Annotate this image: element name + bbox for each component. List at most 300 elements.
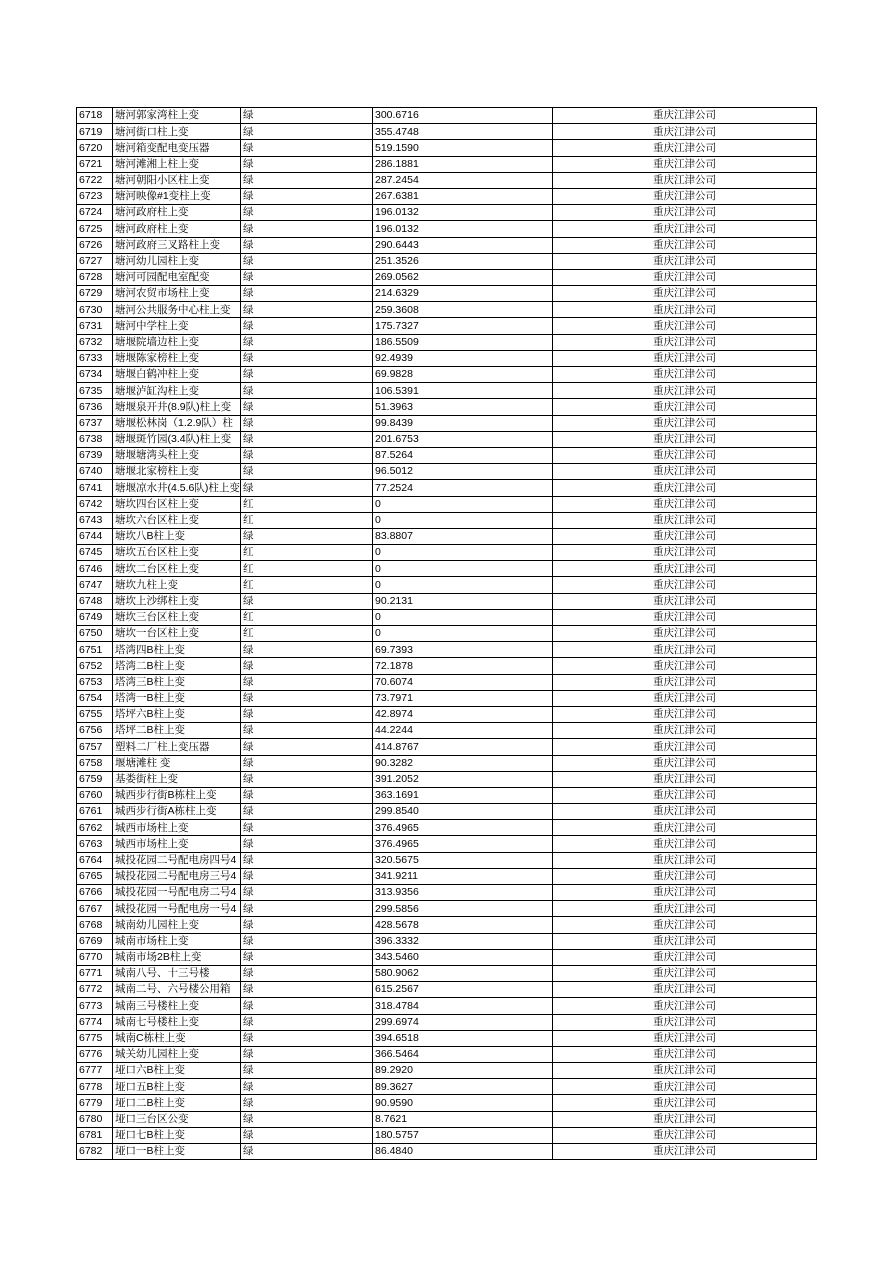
cell-status: 绿 [241, 464, 373, 480]
cell-status: 绿 [241, 1030, 373, 1046]
cell-status: 绿 [241, 237, 373, 253]
cell-status: 绿 [241, 124, 373, 140]
cell-id: 6776 [77, 1046, 113, 1062]
cell-name: 垭口六B柱上变 [113, 1063, 241, 1079]
table-row [77, 1079, 817, 1095]
cell-value: 196.0132 [373, 205, 553, 221]
cell-name: 城南市场2B柱上变 [113, 949, 241, 965]
cell-value: 286.1881 [373, 156, 553, 172]
cell-id: 6747 [77, 577, 113, 593]
cell-name: 城西步行街A栋柱上变 [113, 804, 241, 820]
cell-company: 重庆江津公司 [553, 188, 817, 204]
cell-company: 重庆江津公司 [553, 269, 817, 285]
cell-value: 343.5460 [373, 949, 553, 965]
table-row [77, 755, 817, 771]
cell-company: 重庆江津公司 [553, 1127, 817, 1143]
cell-id: 6726 [77, 237, 113, 253]
table-row [77, 334, 817, 350]
cell-value: 341.9211 [373, 868, 553, 884]
table-row [77, 771, 817, 787]
table-row [77, 108, 817, 124]
cell-name: 塘河政府柱上变 [113, 205, 241, 221]
cell-status: 绿 [241, 723, 373, 739]
table-row [77, 836, 817, 852]
cell-value: 69.7393 [373, 642, 553, 658]
cell-value: 300.6716 [373, 108, 553, 124]
cell-value: 87.5264 [373, 447, 553, 463]
cell-value: 519.1590 [373, 140, 553, 156]
cell-name: 塘坎八B柱上变 [113, 528, 241, 544]
cell-value: 201.6753 [373, 431, 553, 447]
cell-company: 重庆江津公司 [553, 221, 817, 237]
cell-name: 塔坪二B柱上变 [113, 723, 241, 739]
table-row [77, 1095, 817, 1111]
cell-value: 299.6974 [373, 1014, 553, 1030]
cell-value: 287.2454 [373, 172, 553, 188]
cell-value: 259.3608 [373, 302, 553, 318]
cell-id: 6756 [77, 723, 113, 739]
cell-value: 269.0562 [373, 269, 553, 285]
cell-value: 44.2244 [373, 723, 553, 739]
cell-status: 绿 [241, 998, 373, 1014]
cell-value: 72.1878 [373, 658, 553, 674]
cell-status: 绿 [241, 156, 373, 172]
cell-company: 重庆江津公司 [553, 885, 817, 901]
cell-id: 6778 [77, 1079, 113, 1095]
cell-name: 垭口三台区公变 [113, 1111, 241, 1127]
table-row [77, 739, 817, 755]
cell-name: 塘堰塘湾头柱上变 [113, 447, 241, 463]
cell-company: 重庆江津公司 [553, 1046, 817, 1062]
cell-name: 塘堰斑竹园(3.4队)柱上变 [113, 431, 241, 447]
cell-id: 6730 [77, 302, 113, 318]
cell-id: 6755 [77, 706, 113, 722]
cell-name: 垭口二B柱上变 [113, 1095, 241, 1111]
table-row [77, 804, 817, 820]
cell-company: 重庆江津公司 [553, 1014, 817, 1030]
cell-id: 6781 [77, 1127, 113, 1143]
cell-company: 重庆江津公司 [553, 350, 817, 366]
cell-company: 重庆江津公司 [553, 253, 817, 269]
cell-name: 城投花园一号配电房一号4 [113, 901, 241, 917]
cell-name: 垭口七B柱上变 [113, 1127, 241, 1143]
cell-status: 绿 [241, 690, 373, 706]
cell-value: 0 [373, 512, 553, 528]
table-row [77, 1144, 817, 1160]
cell-value: 0 [373, 626, 553, 642]
cell-value: 196.0132 [373, 221, 553, 237]
cell-name: 塘河街口柱上变 [113, 124, 241, 140]
cell-id: 6740 [77, 464, 113, 480]
cell-value: 318.4784 [373, 998, 553, 1014]
cell-value: 175.7327 [373, 318, 553, 334]
cell-value: 299.8540 [373, 804, 553, 820]
cell-value: 396.3332 [373, 933, 553, 949]
cell-value: 0 [373, 609, 553, 625]
cell-company: 重庆江津公司 [553, 965, 817, 981]
cell-name: 塘坎四台区柱上变 [113, 496, 241, 512]
cell-id: 6775 [77, 1030, 113, 1046]
cell-company: 重庆江津公司 [553, 1111, 817, 1127]
cell-company: 重庆江津公司 [553, 399, 817, 415]
cell-name: 塘堰凉水井(4.5.6队)柱上变 [113, 480, 241, 496]
cell-company: 重庆江津公司 [553, 901, 817, 917]
cell-company: 重庆江津公司 [553, 755, 817, 771]
cell-company: 重庆江津公司 [553, 949, 817, 965]
table-row [77, 609, 817, 625]
table-row [77, 367, 817, 383]
table-row [77, 949, 817, 965]
cell-value: 267.6381 [373, 188, 553, 204]
cell-id: 6772 [77, 982, 113, 998]
cell-id: 6761 [77, 804, 113, 820]
cell-company: 重庆江津公司 [553, 739, 817, 755]
cell-id: 6769 [77, 933, 113, 949]
cell-company: 重庆江津公司 [553, 690, 817, 706]
cell-company: 重庆江津公司 [553, 172, 817, 188]
cell-company: 重庆江津公司 [553, 545, 817, 561]
cell-company: 重庆江津公司 [553, 464, 817, 480]
cell-value: 391.2052 [373, 771, 553, 787]
cell-status: 绿 [241, 1063, 373, 1079]
cell-company: 重庆江津公司 [553, 561, 817, 577]
cell-status: 红 [241, 609, 373, 625]
cell-company: 重庆江津公司 [553, 528, 817, 544]
cell-value: 42.8974 [373, 706, 553, 722]
cell-name: 城西市场柱上变 [113, 836, 241, 852]
cell-id: 6738 [77, 431, 113, 447]
table-row [77, 172, 817, 188]
cell-name: 城西市场柱上变 [113, 820, 241, 836]
cell-id: 6733 [77, 350, 113, 366]
cell-company: 重庆江津公司 [553, 480, 817, 496]
cell-value: 0 [373, 577, 553, 593]
cell-status: 绿 [241, 674, 373, 690]
cell-company: 重庆江津公司 [553, 1030, 817, 1046]
cell-company: 重庆江津公司 [553, 367, 817, 383]
cell-status: 绿 [241, 140, 373, 156]
cell-status: 红 [241, 512, 373, 528]
cell-value: 8.7621 [373, 1111, 553, 1127]
cell-name: 塘坎二台区柱上变 [113, 561, 241, 577]
cell-status: 绿 [241, 917, 373, 933]
cell-id: 6766 [77, 885, 113, 901]
cell-id: 6744 [77, 528, 113, 544]
table-row [77, 188, 817, 204]
cell-id: 6731 [77, 318, 113, 334]
cell-company: 重庆江津公司 [553, 431, 817, 447]
cell-id: 6767 [77, 901, 113, 917]
cell-company: 重庆江津公司 [553, 140, 817, 156]
cell-value: 580.9062 [373, 965, 553, 981]
cell-name: 塘河中学柱上变 [113, 318, 241, 334]
cell-status: 绿 [241, 383, 373, 399]
cell-status: 绿 [241, 852, 373, 868]
cell-status: 绿 [241, 415, 373, 431]
cell-value: 355.4748 [373, 124, 553, 140]
cell-status: 绿 [241, 868, 373, 884]
cell-name: 堰塘滩柱 变 [113, 755, 241, 771]
cell-id: 6735 [77, 383, 113, 399]
cell-id: 6719 [77, 124, 113, 140]
table-row [77, 124, 817, 140]
cell-company: 重庆江津公司 [553, 1063, 817, 1079]
cell-status: 红 [241, 577, 373, 593]
cell-id: 6749 [77, 609, 113, 625]
cell-status: 绿 [241, 286, 373, 302]
cell-company: 重庆江津公司 [553, 205, 817, 221]
cell-id: 6753 [77, 674, 113, 690]
cell-id: 6739 [77, 447, 113, 463]
cell-id: 6764 [77, 852, 113, 868]
cell-id: 6751 [77, 642, 113, 658]
cell-value: 376.4965 [373, 836, 553, 852]
cell-status: 绿 [241, 1144, 373, 1160]
cell-company: 重庆江津公司 [553, 383, 817, 399]
cell-value: 73.7971 [373, 690, 553, 706]
cell-name: 城南幼儿园柱上变 [113, 917, 241, 933]
cell-value: 299.5856 [373, 901, 553, 917]
table-row [77, 318, 817, 334]
cell-name: 塘堰北家榜柱上变 [113, 464, 241, 480]
cell-name: 城南三号楼柱上变 [113, 998, 241, 1014]
table-row [77, 399, 817, 415]
cell-status: 绿 [241, 739, 373, 755]
cell-company: 重庆江津公司 [553, 108, 817, 124]
cell-id: 6720 [77, 140, 113, 156]
cell-value: 366.5464 [373, 1046, 553, 1062]
cell-name: 塘堰院墙边柱上变 [113, 334, 241, 350]
cell-value: 313.9356 [373, 885, 553, 901]
table-row [77, 302, 817, 318]
cell-id: 6760 [77, 787, 113, 803]
cell-name: 垭口五B柱上变 [113, 1079, 241, 1095]
cell-value: 83.8807 [373, 528, 553, 544]
cell-status: 红 [241, 561, 373, 577]
cell-status: 绿 [241, 431, 373, 447]
cell-value: 0 [373, 496, 553, 512]
cell-id: 6774 [77, 1014, 113, 1030]
table-row [77, 447, 817, 463]
table-row [77, 1046, 817, 1062]
cell-status: 绿 [241, 221, 373, 237]
table-row [77, 868, 817, 884]
cell-name: 城南七号楼柱上变 [113, 1014, 241, 1030]
cell-company: 重庆江津公司 [553, 787, 817, 803]
cell-name: 塔坪六B柱上变 [113, 706, 241, 722]
table-row [77, 1127, 817, 1143]
cell-status: 红 [241, 626, 373, 642]
cell-id: 6732 [77, 334, 113, 350]
cell-status: 绿 [241, 334, 373, 350]
cell-value: 320.5675 [373, 852, 553, 868]
cell-status: 绿 [241, 318, 373, 334]
cell-id: 6779 [77, 1095, 113, 1111]
cell-status: 绿 [241, 447, 373, 463]
cell-company: 重庆江津公司 [553, 577, 817, 593]
cell-id: 6750 [77, 626, 113, 642]
cell-id: 6780 [77, 1111, 113, 1127]
cell-company: 重庆江津公司 [553, 512, 817, 528]
table-row [77, 787, 817, 803]
cell-name: 塔湾三B柱上变 [113, 674, 241, 690]
cell-company: 重庆江津公司 [553, 820, 817, 836]
cell-status: 绿 [241, 820, 373, 836]
cell-value: 290.6443 [373, 237, 553, 253]
cell-company: 重庆江津公司 [553, 609, 817, 625]
table-row [77, 561, 817, 577]
transformer-table [76, 107, 817, 1160]
cell-name: 塘坎五台区柱上变 [113, 545, 241, 561]
cell-name: 塘河滩湘上柱上变 [113, 156, 241, 172]
cell-value: 251.3526 [373, 253, 553, 269]
cell-status: 绿 [241, 350, 373, 366]
cell-company: 重庆江津公司 [553, 334, 817, 350]
cell-company: 重庆江津公司 [553, 642, 817, 658]
cell-value: 214.6329 [373, 286, 553, 302]
cell-name: 塘河朝阳小区柱上变 [113, 172, 241, 188]
cell-name: 城南二号、六号楼公用箱 [113, 982, 241, 998]
cell-status: 红 [241, 496, 373, 512]
cell-status: 绿 [241, 269, 373, 285]
cell-status: 绿 [241, 302, 373, 318]
cell-value: 77.2524 [373, 480, 553, 496]
cell-name: 塘坎六台区柱上变 [113, 512, 241, 528]
cell-value: 394.6518 [373, 1030, 553, 1046]
table-row [77, 820, 817, 836]
cell-name: 塘河公共服务中心柱上变 [113, 302, 241, 318]
cell-company: 重庆江津公司 [553, 286, 817, 302]
cell-id: 6762 [77, 820, 113, 836]
table-row [77, 205, 817, 221]
cell-company: 重庆江津公司 [553, 998, 817, 1014]
cell-status: 绿 [241, 658, 373, 674]
table-row [77, 545, 817, 561]
cell-name: 塔湾一B柱上变 [113, 690, 241, 706]
cell-company: 重庆江津公司 [553, 658, 817, 674]
table-row [77, 512, 817, 528]
cell-id: 6771 [77, 965, 113, 981]
table-row [77, 690, 817, 706]
cell-status: 绿 [241, 1046, 373, 1062]
cell-value: 51.3963 [373, 399, 553, 415]
cell-value: 0 [373, 545, 553, 561]
table-row [77, 1111, 817, 1127]
cell-id: 6727 [77, 253, 113, 269]
cell-value: 90.9590 [373, 1095, 553, 1111]
cell-id: 6773 [77, 998, 113, 1014]
cell-status: 绿 [241, 108, 373, 124]
table-row [77, 674, 817, 690]
cell-name: 塘坎上沙绑柱上变 [113, 593, 241, 609]
cell-company: 重庆江津公司 [553, 496, 817, 512]
cell-id: 6770 [77, 949, 113, 965]
cell-status: 绿 [241, 982, 373, 998]
cell-name: 城投花园二号配电房四号4 [113, 852, 241, 868]
table-row [77, 1030, 817, 1046]
table-body [77, 108, 817, 1160]
cell-company: 重庆江津公司 [553, 852, 817, 868]
cell-status: 绿 [241, 172, 373, 188]
cell-company: 重庆江津公司 [553, 771, 817, 787]
cell-value: 186.5509 [373, 334, 553, 350]
table-row [77, 852, 817, 868]
cell-status: 绿 [241, 642, 373, 658]
table-row [77, 237, 817, 253]
cell-name: 城投花园一号配电房二号4 [113, 885, 241, 901]
cell-id: 6765 [77, 868, 113, 884]
cell-status: 绿 [241, 188, 373, 204]
cell-id: 6782 [77, 1144, 113, 1160]
cell-status: 绿 [241, 836, 373, 852]
cell-status: 绿 [241, 885, 373, 901]
table-row [77, 528, 817, 544]
cell-id: 6748 [77, 593, 113, 609]
cell-status: 绿 [241, 1095, 373, 1111]
cell-company: 重庆江津公司 [553, 318, 817, 334]
cell-company: 重庆江津公司 [553, 415, 817, 431]
cell-value: 70.6074 [373, 674, 553, 690]
table-row [77, 917, 817, 933]
cell-value: 0 [373, 561, 553, 577]
cell-status: 绿 [241, 787, 373, 803]
table-row [77, 1063, 817, 1079]
cell-status: 绿 [241, 804, 373, 820]
cell-id: 6718 [77, 108, 113, 124]
cell-name: 城南八号、十三号楼 [113, 965, 241, 981]
cell-company: 重庆江津公司 [553, 1095, 817, 1111]
cell-id: 6768 [77, 917, 113, 933]
table-row [77, 933, 817, 949]
cell-value: 96.5012 [373, 464, 553, 480]
cell-company: 重庆江津公司 [553, 917, 817, 933]
table-row [77, 593, 817, 609]
cell-id: 6757 [77, 739, 113, 755]
cell-id: 6743 [77, 512, 113, 528]
cell-id: 6729 [77, 286, 113, 302]
cell-value: 86.4840 [373, 1144, 553, 1160]
table-row [77, 480, 817, 496]
table-row [77, 577, 817, 593]
cell-status: 绿 [241, 1127, 373, 1143]
cell-name: 城关幼儿园柱上变 [113, 1046, 241, 1062]
cell-company: 重庆江津公司 [553, 933, 817, 949]
cell-value: 99.8439 [373, 415, 553, 431]
cell-name: 塘河农贸市场柱上变 [113, 286, 241, 302]
cell-id: 6742 [77, 496, 113, 512]
cell-id: 6741 [77, 480, 113, 496]
table-row [77, 965, 817, 981]
table-row [77, 982, 817, 998]
cell-status: 绿 [241, 399, 373, 415]
table-row [77, 464, 817, 480]
cell-id: 6734 [77, 367, 113, 383]
cell-company: 重庆江津公司 [553, 124, 817, 140]
cell-company: 重庆江津公司 [553, 1144, 817, 1160]
table-row [77, 431, 817, 447]
cell-name: 塘堰泸缸沟柱上变 [113, 383, 241, 399]
cell-id: 6745 [77, 545, 113, 561]
cell-name: 塘堰泉开井(8.9队)柱上变 [113, 399, 241, 415]
cell-status: 绿 [241, 480, 373, 496]
cell-value: 376.4965 [373, 820, 553, 836]
cell-status: 红 [241, 545, 373, 561]
cell-value: 428.5678 [373, 917, 553, 933]
table-row [77, 496, 817, 512]
cell-id: 6759 [77, 771, 113, 787]
cell-id: 6723 [77, 188, 113, 204]
cell-company: 重庆江津公司 [553, 982, 817, 998]
